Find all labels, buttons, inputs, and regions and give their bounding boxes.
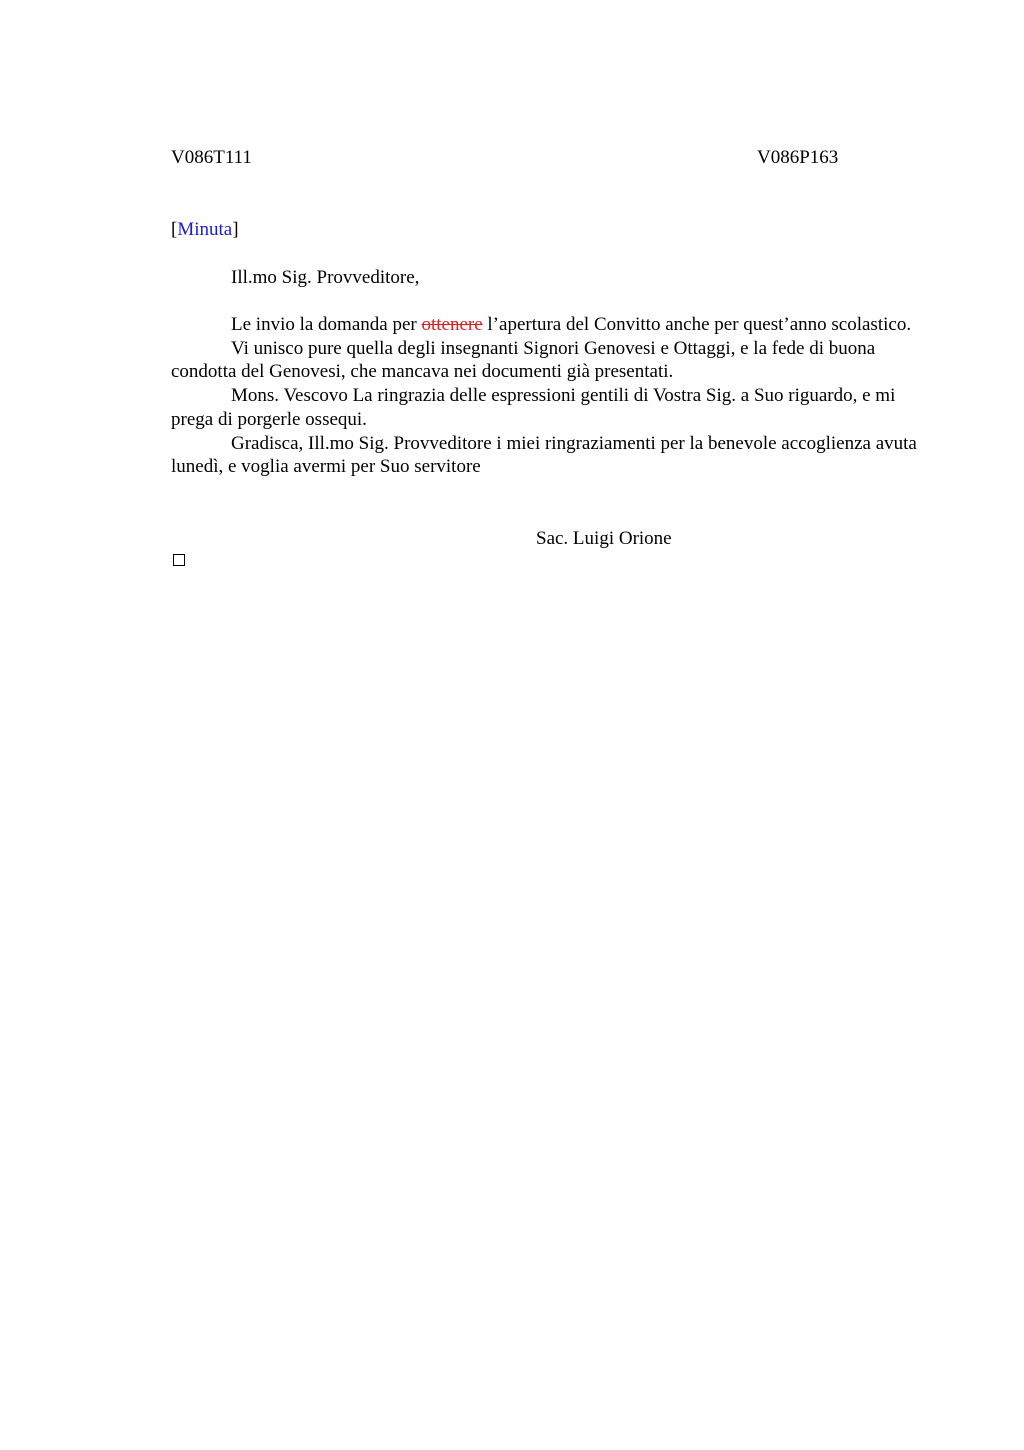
minuta-close-bracket: ] xyxy=(232,219,239,240)
letter-paragraph-1 xyxy=(171,313,923,337)
paragraph-1-end: l’apertura del Convitto anche per quest’anno scolastico. xyxy=(482,314,912,335)
letter-paragraph-3: Mons. Vescovo La ringrazia delle espressioni gentili di Vostra Sig. a Suo riguardo, e mi prega di porgerle ossequi. xyxy=(171,385,896,430)
checkbox-icon xyxy=(173,554,185,566)
minuta-open-bracket: [ xyxy=(171,219,178,240)
document-code-right: V086P163 xyxy=(757,147,839,168)
paragraph-1-start: Le invio la domanda per xyxy=(231,314,422,335)
letter-salutation: Ill.mo Sig. Provveditore, xyxy=(231,267,420,288)
letter-paragraph-2: Vi unisco pure quella degli insegnanti Signori Genovesi e Ottaggi, e la fede di buona condotta del Genovesi, che mancava nei documenti già presentati. xyxy=(171,337,876,383)
minuta-tag: Minuta xyxy=(177,219,233,240)
letter-signature: Sac. Luigi Orione xyxy=(536,528,672,549)
letter-body xyxy=(171,313,923,479)
minuta-label xyxy=(171,218,239,242)
document-code-left: V086T111 xyxy=(171,147,252,168)
letter-paragraph-4: Gradisca, Ill.mo Sig. Provveditore i miei ringraziamenti per la benevole accoglienza avuta lunedì, e voglia avermi per Suo servitore xyxy=(171,432,917,478)
struck-word: ottenere xyxy=(421,314,483,335)
